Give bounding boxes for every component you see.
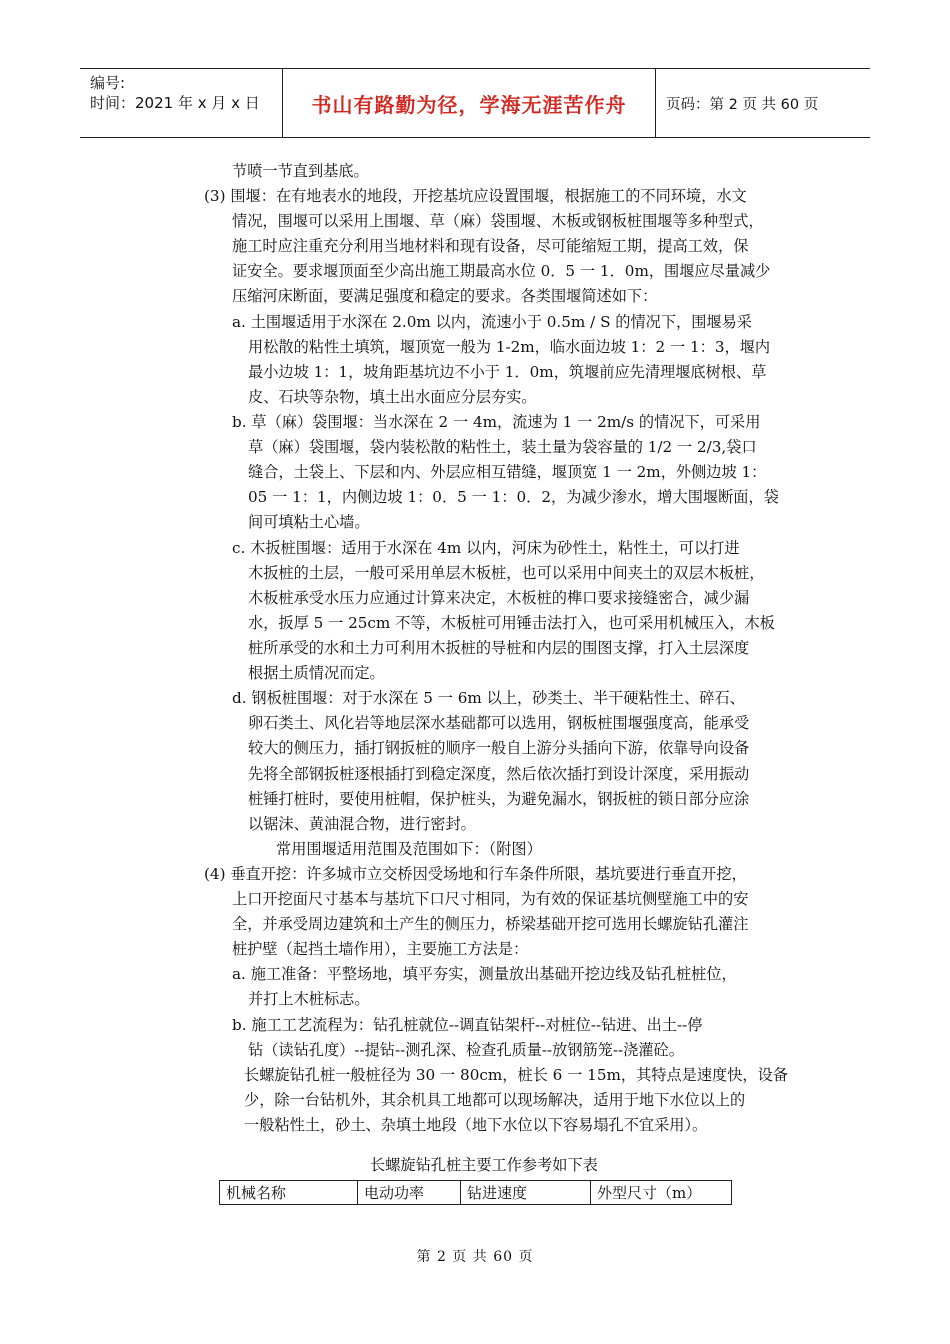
text-line: 皮、石块等杂物，填土出水面应分层夯实。 (248, 388, 537, 406)
text-line: 钻（读钻孔度）--提钻--测孔深、检查孔质量--放钢筋笼--浇灌砼。 (248, 1041, 684, 1059)
serial-label: 编号: (90, 74, 126, 92)
text-line: d. 钢板桩围堰：对于水深在 5 一 6m 以上，砂类土、半干硬粘性土、碎石、 (232, 689, 745, 707)
time-label: 时间：2021 年 x 月 x 日 (90, 94, 260, 112)
text-line: 压缩河床断面，要满足强度和稳定的要求。各类围堰简述如下： (232, 287, 658, 305)
text-line: c. 木扳桩围堰：适用于水深在 4m 以内，河床为砂性土，粘性土，可以打进 (232, 539, 740, 557)
table-header-row (220, 1181, 732, 1205)
header-meta (80, 69, 282, 137)
text-line: 最小边坡 1：1，坡角距基坑边不小于 1．0m，筑堰前应先清理堰底树根、草 (248, 363, 767, 381)
machine-table (219, 1180, 732, 1205)
text-line: 用松散的粘性土填筑，堰顶宽一般为 1-2m，临水面边坡 1：2 一 1：3，堰内 (248, 338, 771, 356)
text-line: 根据土质情况而定。 (248, 664, 385, 682)
text-line: 少，除一台钻机外，其余机具工地都可以现场解决，适用于地下水位以上的 (244, 1091, 746, 1109)
text-line: b. 施工工艺流程为：钻孔桩就位--调直钻架杆--对桩位--钻进、出土--停 (232, 1016, 703, 1034)
text-line: 长螺旋钻孔桩一般桩径为 30 一 80cm，桩长 6 一 15m，其特点是速度快，设备 (244, 1066, 788, 1084)
text-line: 以锯沫、黄油混合物，进行密封。 (248, 815, 476, 833)
table-header-cell: 外型尺寸（m） (591, 1181, 732, 1205)
text-line: 上口开挖面尺寸基本与基坑下口尺寸相同，为有效的保证基坑侧壁施工中的安 (232, 890, 749, 908)
text-line: 施工时应注重充分利用当地材料和现有设备，尽可能缩短工期，提高工效，保 (232, 237, 749, 255)
text-line: 一般粘性土，砂土、杂填土地段（地下水位以下容易塌孔不宜采用）。 (244, 1116, 708, 1134)
text-line: 先将全部钢扳桩逐根插打到稳定深度，然后依次插打到设计深度，采用振动 (248, 765, 750, 783)
text-line: 证安全。要求堰顶面至少高出施工期最高水位 0．5 一 1．0m，围堰应尽量减少 (232, 262, 771, 280)
text-line: 05 一 1：1，内侧边坡 1：0．5 一 1：0．2，为减少渗水，增大围堰断面，袋 (248, 488, 779, 506)
text-line: (3) 围堰：在有地表水的地段，开挖基坑应设置围堰，根据施工的不同环境，水文 (204, 187, 747, 205)
text-line: b. 草（麻）袋围堰：当水深在 2 一 4m，流速为 1 一 2m/s 的情况下，可采用 (232, 413, 761, 431)
text-line: 桩护壁（起挡土墙作用），主要施工方法是： (232, 940, 529, 958)
page-footer: 第 2 页 共 60 页 (416, 1249, 534, 1265)
table-caption: 长螺旋钻孔桩主要工作参考如下表 (370, 1156, 598, 1174)
text-line: (4) 垂直开挖：许多城市立交桥因受场地和行车条件所限，基坑要进行垂直开挖， (204, 865, 747, 883)
page-header (80, 68, 870, 138)
text-line: a. 土围堰适用于水深在 2.0m 以内，流速小于 0.5m / S 的情况下，围堰易采 (232, 313, 752, 331)
text-line: a. 施工准备：平整场地，填平夯实，测量放出基础开挖边线及钻孔桩桩位， (232, 965, 737, 983)
table-header-cell: 钻进速度 (461, 1181, 591, 1205)
header-motto: 书山有路勤为径，学海无涯苦作舟 (282, 69, 656, 137)
text-line: 木板桩承受水压力应通过计算来决定，木板桩的榫口要求接缝密合，减少漏 (248, 589, 750, 607)
text-line: 卵石类土、风化岩等地层深水基础都可以选用，钢板桩围堰强度高，能承受 (248, 714, 750, 732)
text-line: 并打上木桩标志。 (248, 990, 370, 1008)
text-line: 情况，围堰可以采用上围堰、草（麻）袋围堰、木板或钢板桩围堰等多种型式， (232, 212, 764, 230)
text-line: 木扳桩的土层，一般可采用单层木板桩，也可以采用中间夹土的双层木板桩， (248, 564, 765, 582)
header-page-info: 页码：第 2 页 共 60 页 (666, 96, 819, 113)
text-line: 间可填粘土心墙。 (248, 513, 370, 531)
text-line: 缝合，土袋上、下层和内、外层应相互错缝，堰顶宽 1 一 2m，外侧边坡 1： (248, 463, 767, 481)
text-line: 全，并承受周边建筑和土产生的侧压力，桥梁基础开挖可选用长螺旋钻孔灌注 (232, 915, 749, 933)
text-line: 常用围堰适用范围及范围如下：（附图） (276, 840, 542, 858)
text-line: 较大的侧压力，插打钢扳桩的顺序一般自上游分头插向下游，依靠导向设备 (248, 739, 750, 757)
text-line: 水，扳厚 5 一 25cm 不等，木板桩可用锤击法打入，也可采用机械压入，木板 (248, 614, 775, 632)
table-header-cell: 机械名称 (220, 1181, 358, 1205)
text-line: 桩所承受的水和土力可利用木扳桩的导桩和内层的围图支撑，打入土层深度 (248, 639, 750, 657)
table-header-cell: 电动功率 (358, 1181, 461, 1205)
text-line: 桩锤打桩时，要使用桩帽，保护桩头，为避免漏水，钢扳桩的锁日部分应涂 (248, 790, 750, 808)
text-line: 草（麻）袋围堰，袋内装松散的粘性土，装土量为袋容量的 1/2 一 2/3,袋口 (248, 438, 757, 456)
text-line: 节喷一节直到基底。 (232, 162, 369, 180)
